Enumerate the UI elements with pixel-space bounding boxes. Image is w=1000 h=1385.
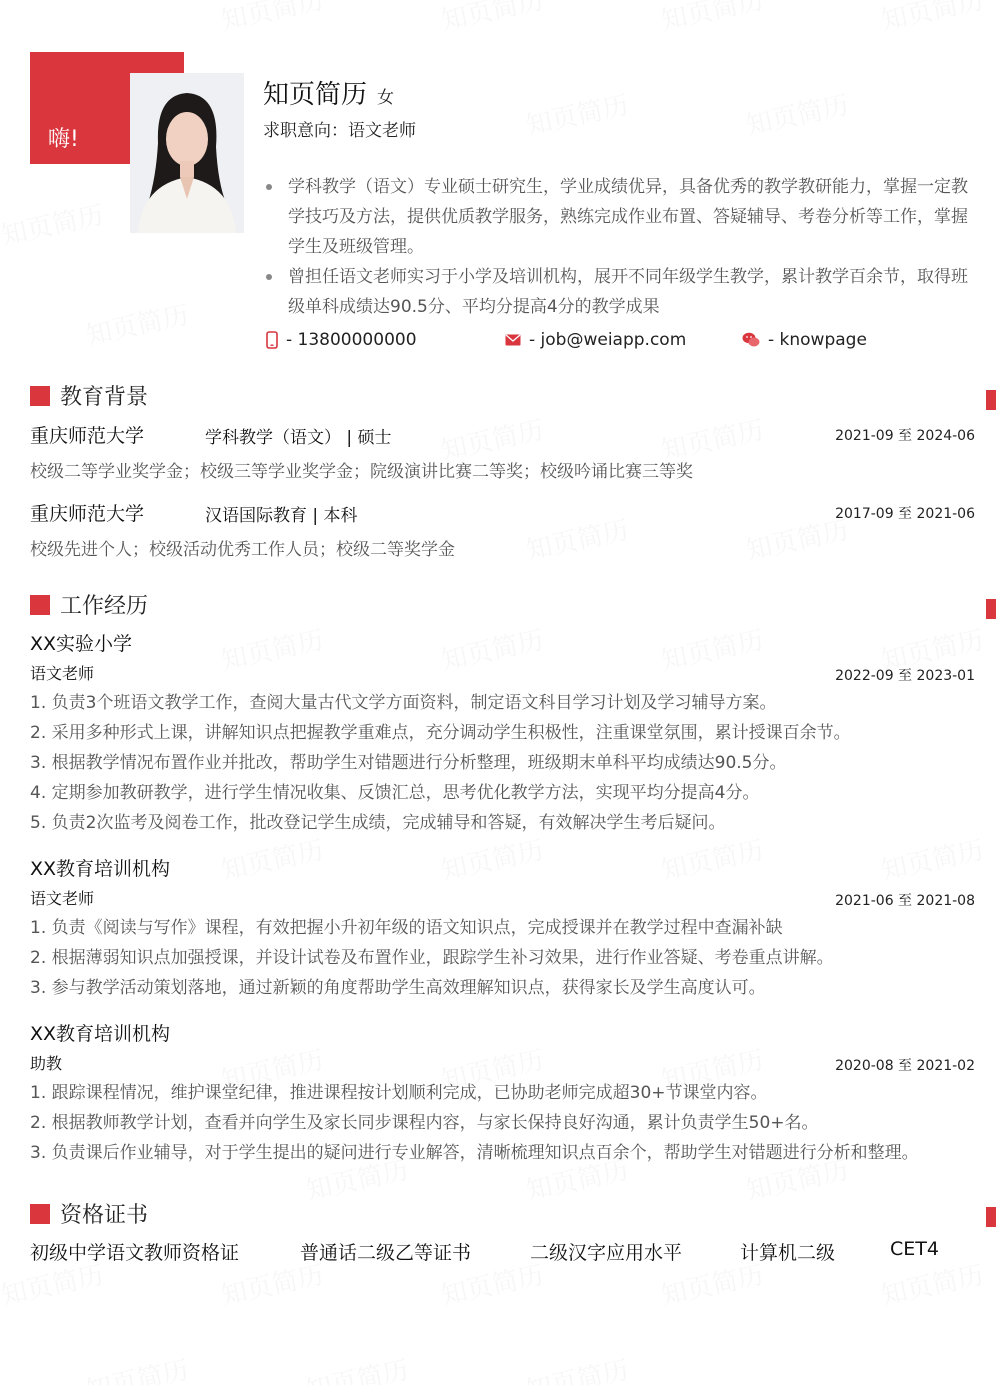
section-square-icon bbox=[30, 595, 50, 615]
name-row bbox=[263, 74, 394, 111]
section-title-certs: 资格证书 bbox=[30, 1198, 148, 1229]
cert-item: CET4 bbox=[890, 1238, 939, 1260]
summary-item: 学科教学（语文）专业硕士研究生，学业成绩优异，具备优秀的教学教研能力，掌握一定教学技巧及方法，提供优质教学服务，熟练完成作业布置、答疑辅导、考卷分析等工作，掌握学生及班级管理。 bbox=[263, 172, 975, 262]
contact-wechat bbox=[742, 330, 867, 350]
section-square-icon bbox=[30, 386, 50, 406]
watermark bbox=[82, 1350, 191, 1385]
work-duty: 3. 负责课后作业辅导，对于学生提出的疑问进行专业解答，清晰梳理知识点百余个，帮助学生对错题进行分析和整理。 bbox=[30, 1143, 919, 1163]
side-accent-mark bbox=[986, 390, 996, 410]
watermark bbox=[657, 0, 766, 37]
phone-number: - 13800000000 bbox=[286, 330, 417, 350]
work-org: XX教育培训机构 bbox=[30, 858, 171, 880]
watermark bbox=[217, 620, 326, 678]
work-org: XX实验小学 bbox=[30, 633, 133, 655]
work-duty: 2. 根据教师教学计划，查看并向学生及家长同步课程内容，与家长保持良好沟通，累计负责学生50+名。 bbox=[30, 1113, 819, 1133]
wechat-icon bbox=[742, 332, 760, 348]
summary-item: 曾担任语文老师实习于小学及培训机构，展开不同年级学生教学，累计教学百余节，取得班级单科成绩达90.5分、平均分提高4分的教学成果 bbox=[263, 262, 975, 322]
portrait-icon bbox=[130, 73, 244, 233]
profile-photo bbox=[130, 73, 244, 233]
work-duty: 1. 负责3个班语文教学工作，查阅大量古代文学方面资料，制定语文科目学习计划及学习辅导方案。 bbox=[30, 693, 777, 713]
watermark bbox=[877, 830, 986, 888]
watermark bbox=[657, 830, 766, 888]
watermark bbox=[877, 1255, 986, 1313]
cert-item: 计算机二级 bbox=[740, 1242, 836, 1264]
watermark bbox=[522, 85, 631, 143]
work-role: 语文老师 bbox=[30, 664, 95, 683]
edu-school: 重庆师范大学 bbox=[30, 503, 145, 525]
work-duty: 2. 采用多种形式上课，讲解知识点把握教学重难点，充分调动学生积极性，注重课堂氛围，累计授课百余节。 bbox=[30, 723, 851, 743]
work-duty: 1. 负责《阅读与写作》课程，有效把握小升初年级的语文知识点，完成授课并在教学过程中查漏补缺 bbox=[30, 918, 783, 938]
edu-honors: 校级二等学业奖学金；校级三等学业奖学金；院级演讲比赛二等奖；校级吟诵比赛三等奖 bbox=[30, 462, 693, 482]
work-role: 助教 bbox=[30, 1054, 63, 1073]
wechat-id: - knowpage bbox=[768, 330, 867, 350]
bullet-icon bbox=[266, 274, 272, 280]
phone-icon bbox=[266, 331, 278, 349]
watermark bbox=[657, 620, 766, 678]
work-duty: 3. 参与教学活动策划落地，通过新颖的角度帮助学生高效理解知识点，获得家长及学生高度认可。 bbox=[30, 978, 766, 998]
section-square-icon bbox=[30, 1204, 50, 1224]
watermark bbox=[0, 195, 107, 253]
watermark bbox=[522, 510, 631, 568]
side-accent-mark bbox=[986, 1207, 996, 1227]
work-duty: 1. 跟踪课程情况，维护课堂纪律，推进课程按计划顺利完成，已协助老师完成超30+节课堂内容。 bbox=[30, 1083, 768, 1103]
watermark bbox=[437, 830, 546, 888]
work-role: 语文老师 bbox=[30, 889, 95, 908]
email-address: - job@weiapp.com bbox=[529, 330, 687, 350]
watermark bbox=[522, 1350, 631, 1385]
section-title-work: 工作经历 bbox=[30, 589, 148, 620]
watermark bbox=[877, 0, 986, 37]
greeting: 嗨! bbox=[48, 127, 79, 152]
mail-icon bbox=[505, 334, 521, 346]
cert-item: 初级中学语文教师资格证 bbox=[30, 1242, 240, 1264]
contact-email bbox=[505, 330, 686, 350]
watermark bbox=[437, 620, 546, 678]
watermark bbox=[302, 1350, 411, 1385]
work-date: 2021-06 至 2021-08 bbox=[835, 893, 975, 909]
edu-major: 汉语国际教育 | 本科 bbox=[205, 506, 358, 526]
edu-school: 重庆师范大学 bbox=[30, 425, 145, 447]
edu-date: 2017-09 至 2021-06 bbox=[835, 506, 975, 522]
watermark bbox=[742, 85, 851, 143]
work-duty: 3. 根据教学情况布置作业并批改，帮助学生对错题进行分析整理，班级期末单科平均成绩达90.5分。 bbox=[30, 753, 787, 773]
edu-date: 2021-09 至 2024-06 bbox=[835, 428, 975, 444]
job-intent: 求职意向：语文老师 bbox=[263, 121, 416, 141]
section-title-education: 教育背景 bbox=[30, 380, 148, 411]
work-duty: 4. 定期参加教研教学，进行学生情况收集、反馈汇总，思考优化教学方法，实现平均分提高4分。 bbox=[30, 783, 760, 803]
work-duty: 5. 负责2次监考及阅卷工作，批改登记学生成绩，完成辅导和答疑，有效解决学生考后疑问。 bbox=[30, 813, 726, 833]
candidate-name: 知页简历 bbox=[263, 80, 368, 110]
watermark bbox=[82, 295, 191, 353]
watermark bbox=[217, 0, 326, 37]
work-org: XX教育培训机构 bbox=[30, 1023, 171, 1045]
bullet-icon bbox=[266, 184, 272, 190]
work-duty: 2. 根据薄弱知识点加强授课，并设计试卷及布置作业，跟踪学生补习效果，进行作业答疑、考卷重点讲解。 bbox=[30, 948, 834, 968]
edu-honors: 校级先进个人；校级活动优秀工作人员；校级二等奖学金 bbox=[30, 540, 455, 560]
candidate-gender: 女 bbox=[377, 88, 395, 108]
work-date: 2022-09 至 2023-01 bbox=[835, 668, 975, 684]
work-date: 2020-08 至 2021-02 bbox=[835, 1058, 975, 1074]
edu-major: 学科教学（语文） | 硕士 bbox=[205, 428, 392, 448]
summary-list bbox=[263, 172, 975, 322]
contact-phone bbox=[266, 330, 417, 350]
watermark bbox=[217, 830, 326, 888]
cert-item: 二级汉字应用水平 bbox=[530, 1242, 683, 1264]
watermark bbox=[437, 0, 546, 37]
cert-item: 普通话二级乙等证书 bbox=[300, 1242, 472, 1264]
side-accent-mark bbox=[986, 599, 996, 619]
